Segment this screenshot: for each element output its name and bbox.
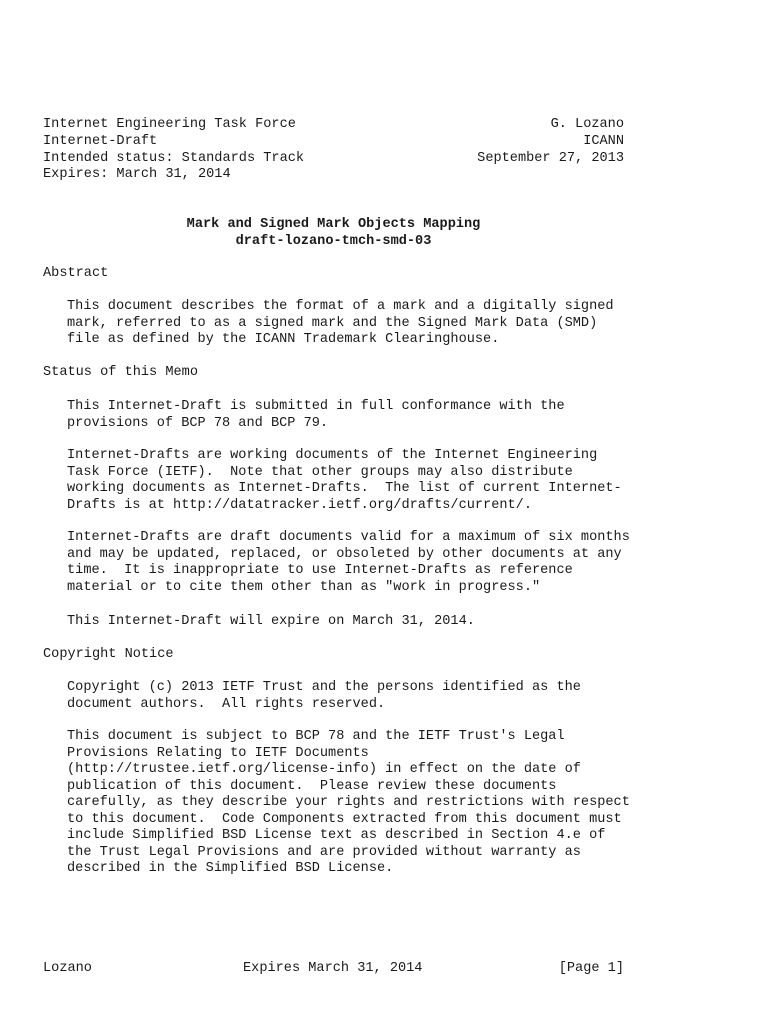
header-intended-status: Intended status: Standards Track bbox=[43, 151, 305, 166]
section-heading-status: Status of this Memo bbox=[43, 365, 198, 380]
section-heading-copyright: Copyright Notice bbox=[43, 647, 174, 662]
footer-author: Lozano bbox=[43, 961, 92, 976]
header-date: September 27, 2013 bbox=[477, 151, 624, 166]
status-paragraph-3: Internet-Drafts are draft documents valid for a maximum of six months and may be updated, replaced, or obsoleted by other documents at any time. It is inappropriate to use Internet-Drafts as reference material or to cite them other than as "work in progress." bbox=[67, 530, 630, 595]
copyright-paragraph-2: This document is subject to BCP 78 and the IETF Trust's Legal Provisions Relating to IETF Documents (http://trustee.ietf.org/license-info) in effect on the date of publication of this document. Please review these documents carefully, as they describe your rights and restrictions with respect to this document. Code Components extracted from this document must include Simplified BSD License text as described in Section 4.e of the Trust Legal Provisions and are provided without warranty as described in the Simplified BSD License. bbox=[67, 729, 630, 876]
abstract-paragraph: This document describes the format of a mark and a digitally signed mark, referred to as a signed mark and the Signed Mark Data (SMD) file as defined by the ICANN Trademark Clearinghouse. bbox=[67, 299, 614, 347]
document-title: Mark and Signed Mark Objects Mapping bbox=[186, 217, 481, 232]
footer-expires: Expires March 31, 2014 bbox=[243, 961, 423, 976]
header-expires: Expires: March 31, 2014 bbox=[43, 167, 231, 182]
header-doc-type: Internet-Draft bbox=[43, 134, 158, 149]
status-paragraph-4: This Internet-Draft will expire on March 31, 2014. bbox=[67, 614, 475, 629]
header-org: Internet Engineering Task Force bbox=[43, 117, 296, 132]
status-paragraph-1: This Internet-Draft is submitted in full conformance with the provisions of BCP 78 and BCP 79. bbox=[67, 399, 565, 431]
footer-page-number: [Page 1] bbox=[558, 961, 624, 976]
status-paragraph-2: Internet-Drafts are working documents of the Internet Engineering Task Force (IETF). Note that other groups may also distribute working documents as Internet-Drafts. The list of current Internet- Drafts is at http://datatracker.ietf.org/drafts/current/. bbox=[67, 448, 622, 513]
document-draft-name: draft-lozano-tmch-smd-03 bbox=[235, 234, 432, 249]
section-heading-abstract: Abstract bbox=[43, 266, 109, 281]
header-author: G. Lozano bbox=[550, 117, 624, 132]
header-affiliation: ICANN bbox=[583, 134, 624, 149]
copyright-paragraph-1: Copyright (c) 2013 IETF Trust and the persons identified as the document authors. All rights reserved. bbox=[67, 680, 581, 712]
